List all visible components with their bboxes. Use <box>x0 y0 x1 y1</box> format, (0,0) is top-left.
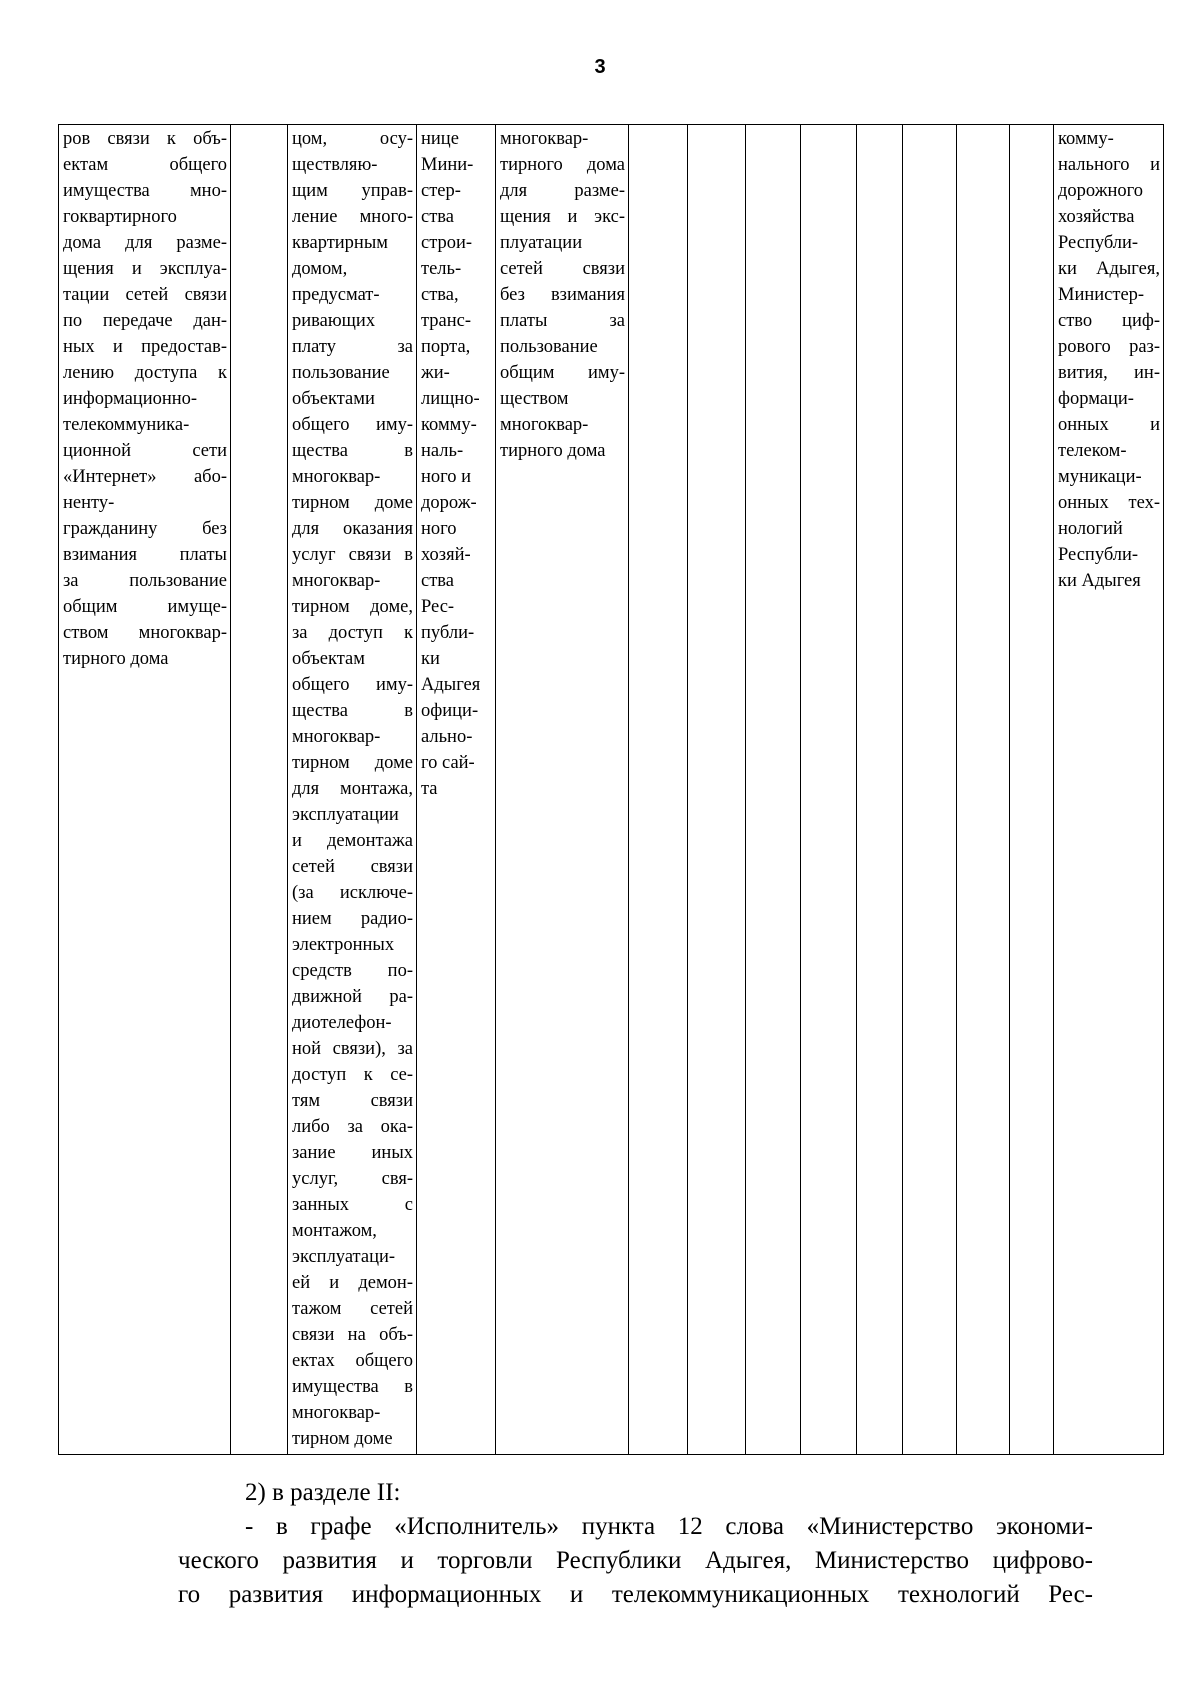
cell-text-line: хозяй- <box>421 545 471 565</box>
cell-text-line: дорож- <box>421 493 477 513</box>
cell-text-line: жи- <box>421 363 450 383</box>
cell-text-line: лищно- <box>421 389 480 409</box>
cell-text-line: ство циф- <box>1058 311 1160 331</box>
cell-text-line: ства, <box>421 285 459 305</box>
cell-text-line: лению доступа к <box>63 363 227 383</box>
cell-text-line: ально- <box>421 727 473 747</box>
cell-text-line: стер- <box>421 181 461 201</box>
cell-text-line: по передаче дан- <box>63 311 227 331</box>
cell-text-line: формаци- <box>1058 389 1134 409</box>
cell-text-line: тирного дома <box>63 649 169 669</box>
cell-text-line: услуг, свя- <box>292 1169 413 1189</box>
cell-text-line: ных и предостав- <box>63 337 227 357</box>
cell-text-line: многоквар- <box>292 1403 381 1423</box>
cell-text-line: движной ра- <box>292 987 413 1007</box>
cell-text-line: за пользование <box>63 571 227 591</box>
cell-text-line: ществом <box>500 389 569 409</box>
cell-text-line: комму- <box>1058 129 1114 149</box>
cell-text-line: тирного дома <box>500 441 606 461</box>
cell-text-line: ей и демон- <box>292 1273 413 1293</box>
cell-text-line: либо за ока- <box>292 1117 413 1137</box>
cell-text-line: объектами <box>292 389 375 409</box>
cell-text-line: наль- <box>421 441 464 461</box>
cell-text-line: платы за <box>500 311 625 331</box>
cell-text-line: общего иму- <box>292 675 413 695</box>
cell-text-line: услуг связи в <box>292 545 413 565</box>
cell-text-line: нологий <box>1058 519 1123 539</box>
cell-text-line: многоквар- <box>500 415 589 435</box>
cell-text-line: информационно- <box>63 389 198 409</box>
paragraph-text: 2) в разделе II: <box>245 1479 401 1506</box>
cell-text-line: без взимания <box>500 285 625 305</box>
cell-text-line: Мини- <box>421 155 474 175</box>
cell-text-line: Адыгея <box>421 675 481 695</box>
cell-text-line: ществляю- <box>292 155 378 175</box>
paragraph-line: - в графе «Исполнитель» пункта 12 слова «Министерство экономи- <box>245 1513 1093 1540</box>
cell-text-line: Республи- <box>1058 233 1139 253</box>
cell-text-line: плату за <box>292 337 413 357</box>
cell-text-line: тель- <box>421 259 462 279</box>
cell-text-line: онных тех- <box>1058 493 1160 513</box>
cell-text-line: пользование <box>292 363 390 383</box>
cell-text-line: взимания платы <box>63 545 227 565</box>
cell-text-line: ров связи к объ- <box>63 129 227 149</box>
cell-text-line: нального и <box>1058 155 1160 175</box>
cell-text-line: Рес- <box>421 597 455 617</box>
cell-text-line: пользование <box>500 337 598 357</box>
cell-text-line: муникаци- <box>1058 467 1142 487</box>
cell-text-line: имущества мно- <box>63 181 227 201</box>
cell-text-line: ки <box>421 649 440 669</box>
cell-text-line: ектам общего <box>63 155 227 175</box>
cell-text-line: за доступ к <box>292 623 413 643</box>
cell-text-line: многоквар- <box>500 129 589 149</box>
cell-text-line: дома для разме- <box>63 233 227 253</box>
cell-text-line: для оказания <box>292 519 413 539</box>
cell-text-line: го сай- <box>421 753 475 773</box>
cell-text-line: порта, <box>421 337 471 357</box>
cell-text-line: тации сетей связи <box>63 285 227 305</box>
cell-text-line: нием радио- <box>292 909 413 929</box>
cell-text-line: «Интернет» або- <box>63 467 227 487</box>
cell-text-line: тажом сетей <box>292 1299 413 1319</box>
cell-text-line: рового раз- <box>1058 337 1160 357</box>
cell-text-line: средств по- <box>292 961 413 981</box>
cell-text-line: эксплуатаци- <box>292 1247 396 1267</box>
cell-text-line: хозяйства <box>1058 207 1135 227</box>
cell-text-line: ривающих <box>292 311 376 331</box>
cell-text-line: ства <box>421 571 454 591</box>
table-cell-col14 <box>1054 125 1164 1455</box>
cell-text-line: ного и <box>421 467 472 487</box>
table-cell-col12 <box>957 125 1010 1455</box>
cell-text-line: имущества в <box>292 1377 413 1397</box>
cell-text-line: телекоммуника- <box>63 415 190 435</box>
cell-text-line: для монтажа, <box>292 779 413 799</box>
table-cell-col10 <box>857 125 903 1455</box>
cell-text-line: многоквар- <box>292 571 381 591</box>
cell-text-line: (за исключе- <box>292 883 413 903</box>
cell-text-line: общего иму- <box>292 415 413 435</box>
table-cell-col3 <box>288 125 417 1455</box>
cell-text-line: для разме- <box>500 181 625 201</box>
table-cell-col2 <box>231 125 288 1455</box>
cell-text-line: домом, <box>292 259 348 279</box>
cell-text-line: электронных <box>292 935 395 955</box>
cell-text-line: и демонтажа <box>292 831 413 851</box>
cell-text-line: многоквар- <box>292 467 381 487</box>
cell-text-line: объектам <box>292 649 365 669</box>
cell-text-line: ного <box>421 519 457 539</box>
page-number: 3 <box>594 56 606 78</box>
cell-text-line: монтажом, <box>292 1221 377 1241</box>
cell-text-line: щества в <box>292 441 413 461</box>
cell-text-line: комму- <box>421 415 477 435</box>
cell-text-line: предусмат- <box>292 285 380 305</box>
cell-text-line: та <box>421 779 438 799</box>
cell-text-line: ства <box>421 207 454 227</box>
cell-text-line: онных и <box>1058 415 1160 435</box>
table-cell-col13 <box>1010 125 1054 1455</box>
cell-text-line: зание иных <box>292 1143 413 1163</box>
cell-text-line: плуатации <box>500 233 583 253</box>
table-cell-col7 <box>688 125 746 1455</box>
cell-text-line: ки Адыгея <box>1058 571 1141 591</box>
cell-text-line: ционной сети <box>63 441 227 461</box>
cell-text-line: публи- <box>421 623 475 643</box>
cell-text-line: общим имуще- <box>63 597 227 617</box>
cell-text-line: телеком- <box>1058 441 1127 461</box>
cell-text-line: гоквартирного <box>63 207 177 227</box>
table-row <box>59 125 1164 1455</box>
cell-text-line: транс- <box>421 311 472 331</box>
table-cell-col1 <box>59 125 231 1455</box>
cell-text-line: цом, осу- <box>292 129 413 149</box>
cell-text-line: общим иму- <box>500 363 625 383</box>
cell-text-line: щества в <box>292 701 413 721</box>
cell-text-line: доступ к се- <box>292 1065 413 1085</box>
cell-text-line: щения и экс- <box>500 207 625 227</box>
cell-text-line: тирном доме <box>292 493 413 513</box>
cell-text-line: ектах общего <box>292 1351 413 1371</box>
paragraph-line: ческого развития и торговли Республики Адыгея, Министерство цифрово- <box>178 1547 1093 1574</box>
cell-text-line: гражданину без <box>63 519 227 539</box>
paragraph-amendment <box>0 1510 1200 1612</box>
cell-text-line: эксплуатации <box>292 805 399 825</box>
cell-text-line: связи на объ- <box>292 1325 413 1345</box>
cell-text-line: строи- <box>421 233 473 253</box>
paragraph-line: го развития информационных и телекоммуникационных технологий Рес- <box>178 1581 1093 1608</box>
cell-text-line: диотелефон- <box>292 1013 392 1033</box>
table-cell-col11 <box>903 125 957 1455</box>
table-cell-col5 <box>496 125 629 1455</box>
cell-text-line: сетей связи <box>292 857 413 877</box>
cell-text-line: вития, ин- <box>1058 363 1160 383</box>
cell-text-line: тирном доме <box>292 753 413 773</box>
cell-text-line: тирного дома <box>500 155 625 175</box>
cell-text-line: ки Адыгея, <box>1058 259 1160 279</box>
cell-text-line: ной связи), за <box>292 1039 413 1059</box>
cell-text-line: многоквар- <box>292 727 381 747</box>
cell-text-line: тирном доме <box>292 1429 393 1449</box>
cell-text-line: ством многоквар- <box>63 623 227 643</box>
cell-text-line: занных с <box>292 1195 413 1215</box>
table-cell-col9 <box>801 125 857 1455</box>
cell-text-line: дорожного <box>1058 181 1144 201</box>
cell-text-line: Республи- <box>1058 545 1139 565</box>
cell-text-line: квартирным <box>292 233 388 253</box>
data-table <box>58 124 1164 1455</box>
cell-text-line: нице <box>421 129 459 149</box>
cell-text-line: тям связи <box>292 1091 413 1111</box>
cell-text-line: сетей связи <box>500 259 625 279</box>
table-cell-col6 <box>629 125 688 1455</box>
cell-text-line: Министер- <box>1058 285 1145 305</box>
table-cell-col4 <box>417 125 496 1455</box>
cell-text-line: тирном доме, <box>292 597 413 617</box>
cell-text-line: щения и эксплуа- <box>63 259 227 279</box>
cell-text-line: ление много- <box>292 207 413 227</box>
cell-text-line: офици- <box>421 701 479 721</box>
table-cell-col8 <box>746 125 801 1455</box>
cell-text-line: щим управ- <box>292 181 413 201</box>
cell-text-line: ненту- <box>63 493 115 513</box>
